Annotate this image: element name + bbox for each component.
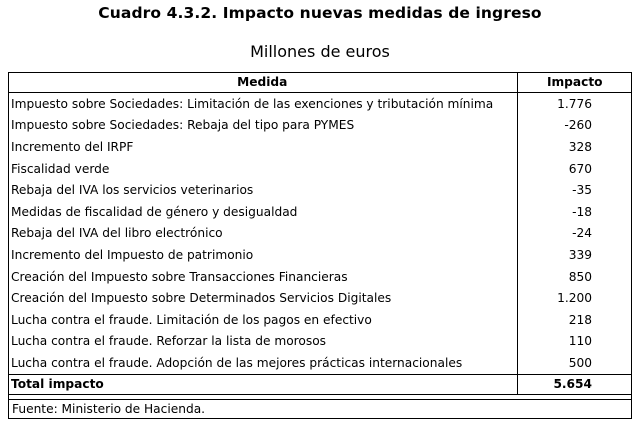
medida-cell: Impuesto sobre Sociedades: Rebaja del tipo para PYMES xyxy=(11,118,355,133)
medida-cell: Lucha contra el fraude. Limitación de los pagos en efectivo xyxy=(11,312,372,327)
page-title: Cuadro 4.3.2. Impacto nuevas medidas de ingreso xyxy=(98,4,542,22)
medida-cell: Lucha contra el fraude. Reforzar la lista de morosos xyxy=(11,334,327,349)
table-row xyxy=(8,331,632,353)
total-value: 5.654 xyxy=(517,374,632,394)
impacto-cell: 850 xyxy=(517,266,632,288)
impacto-cell: 500 xyxy=(517,352,632,374)
table-row xyxy=(8,158,632,180)
medida-cell: Rebaja del IVA los servicios veterinarios xyxy=(11,183,254,198)
table-row xyxy=(8,287,632,309)
table-row xyxy=(8,93,632,115)
page-subtitle: Millones de euros xyxy=(250,42,390,61)
impacto-cell: -35 xyxy=(517,179,632,201)
impacto-cell: 110 xyxy=(517,331,632,353)
table-row xyxy=(8,223,632,245)
impact-table xyxy=(8,72,632,395)
source-note: Fuente: Ministerio de Hacienda. xyxy=(12,402,206,416)
table-header-row xyxy=(8,72,632,93)
medida-cell: Rebaja del IVA del libro electrónico xyxy=(11,226,223,241)
table-row xyxy=(8,136,632,158)
header-medida: Medida xyxy=(8,72,517,93)
medida-cell: Impuesto sobre Sociedades: Limitación de las exenciones y tributación mínima xyxy=(11,96,494,111)
medida-cell: Incremento del IRPF xyxy=(11,139,134,154)
impacto-cell: 1.776 xyxy=(517,93,632,115)
medida-cell: Lucha contra el fraude. Adopción de las mejores prácticas internacionales xyxy=(11,355,463,370)
table-body xyxy=(8,93,632,375)
impacto-cell: 339 xyxy=(517,244,632,266)
medida-cell: Medidas de fiscalidad de género y desigualdad xyxy=(11,204,298,219)
impacto-cell: -24 xyxy=(517,223,632,245)
medida-cell: Incremento del Impuesto de patrimonio xyxy=(11,247,254,262)
table-row xyxy=(8,309,632,331)
total-label: Total impacto xyxy=(8,374,517,394)
medida-cell: Fiscalidad verde xyxy=(11,161,110,176)
total-row xyxy=(8,374,632,394)
table-row xyxy=(8,115,632,137)
impacto-cell: 218 xyxy=(517,309,632,331)
medida-cell: Creación del Impuesto sobre Determinados Servicios Digitales xyxy=(11,291,392,306)
impacto-cell: -260 xyxy=(517,115,632,137)
table-row xyxy=(8,352,632,374)
table-row xyxy=(8,266,632,288)
impacto-cell: 670 xyxy=(517,158,632,180)
table-row xyxy=(8,201,632,223)
impacto-cell: -18 xyxy=(517,201,632,223)
header-impacto: Impacto xyxy=(517,72,632,93)
table-row xyxy=(8,179,632,201)
impacto-cell: 328 xyxy=(517,136,632,158)
impacto-cell: 1.200 xyxy=(517,287,632,309)
medida-cell: Creación del Impuesto sobre Transacciones Financieras xyxy=(11,269,348,284)
table-row xyxy=(8,244,632,266)
